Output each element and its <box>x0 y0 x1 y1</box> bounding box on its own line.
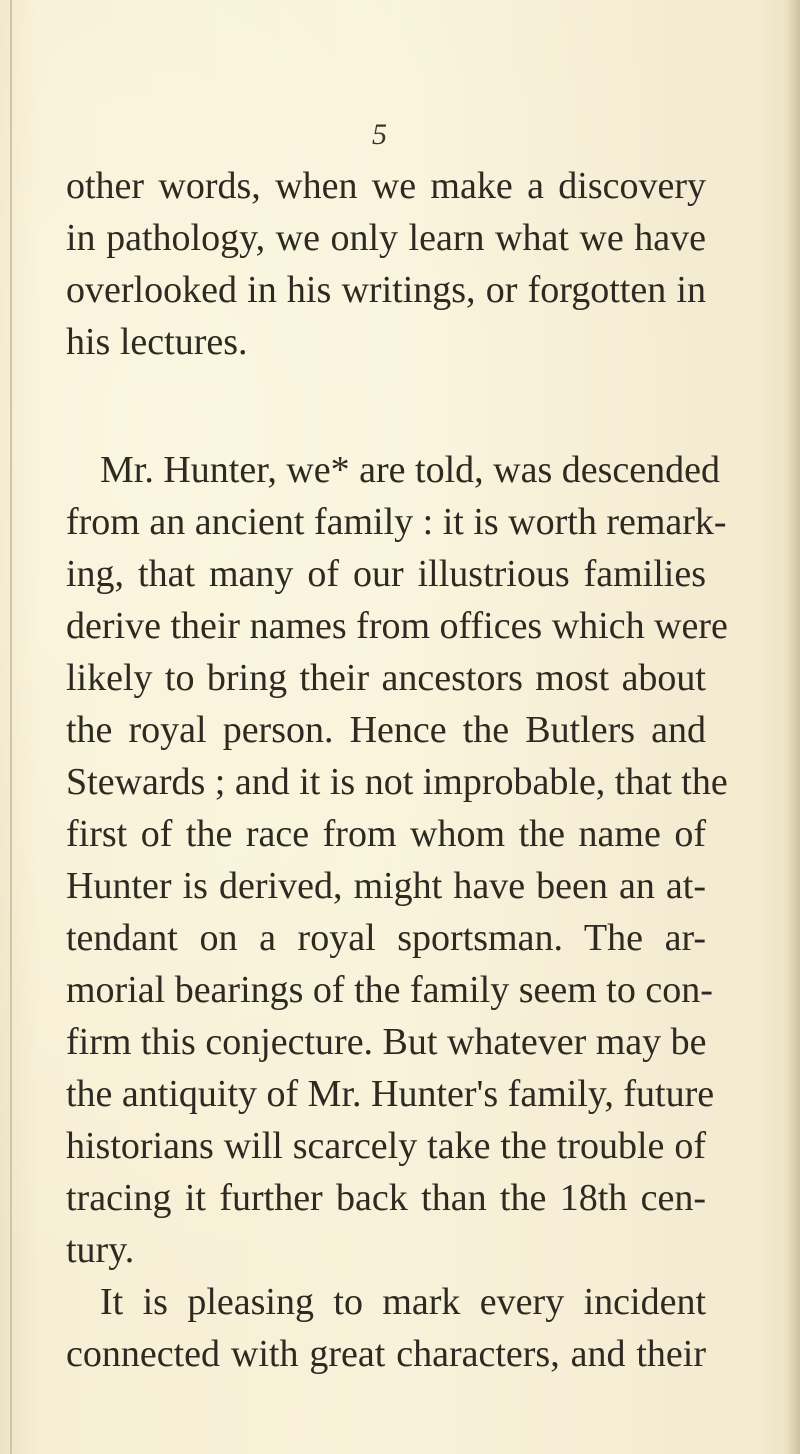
paragraph <box>66 444 728 1276</box>
text-line: ing, that many of our illustrious families <box>66 553 706 595</box>
text-line: tracing it further back than the 18th cen- <box>66 1177 706 1219</box>
paragraph-gap <box>66 368 706 444</box>
body-text <box>66 160 728 1380</box>
page-edge-shadow <box>786 0 800 1454</box>
text-line: likely to bring their ancestors most about <box>66 657 706 699</box>
text-line: historians will scarcely take the trouble of <box>66 1125 706 1167</box>
text-line: Mr. Hunter, we* are told, was descended <box>100 449 721 491</box>
text-line: the royal person. Hence the Butlers and <box>66 709 706 751</box>
text-line: his lectures. <box>66 321 248 363</box>
text-line: overlooked in his writings, or forgotten in <box>66 269 706 311</box>
text-line: connected with great characters, and their <box>66 1333 706 1375</box>
paragraph <box>66 1276 706 1380</box>
text-line: tendant on a royal sportsman. The ar- <box>66 917 706 959</box>
text-line: derive their names from offices which were <box>66 605 728 647</box>
text-line: It is pleasing to mark every incident <box>100 1281 706 1323</box>
text-line: Hunter is derived, might have been an at- <box>66 865 706 907</box>
text-line: first of the race from whom the name of <box>66 813 706 855</box>
text-line: firm this conjecture. But whatever may be <box>66 1021 707 1063</box>
binding-edge <box>10 0 12 1454</box>
paragraph <box>66 160 706 368</box>
page-number: 5 <box>372 118 387 151</box>
text-line: other words, when we make a discovery <box>66 165 706 207</box>
text-line: Stewards ; and it is not improbable, that the <box>66 761 728 803</box>
text-line: from an ancient family : it is worth remark- <box>66 501 727 543</box>
text-line: tury. <box>66 1229 135 1271</box>
text-line: the antiquity of Mr. Hunter's family, future <box>66 1073 715 1115</box>
text-line: morial bearings of the family seem to con- <box>66 969 713 1011</box>
text-line: in pathology, we only learn what we have <box>66 217 706 259</box>
